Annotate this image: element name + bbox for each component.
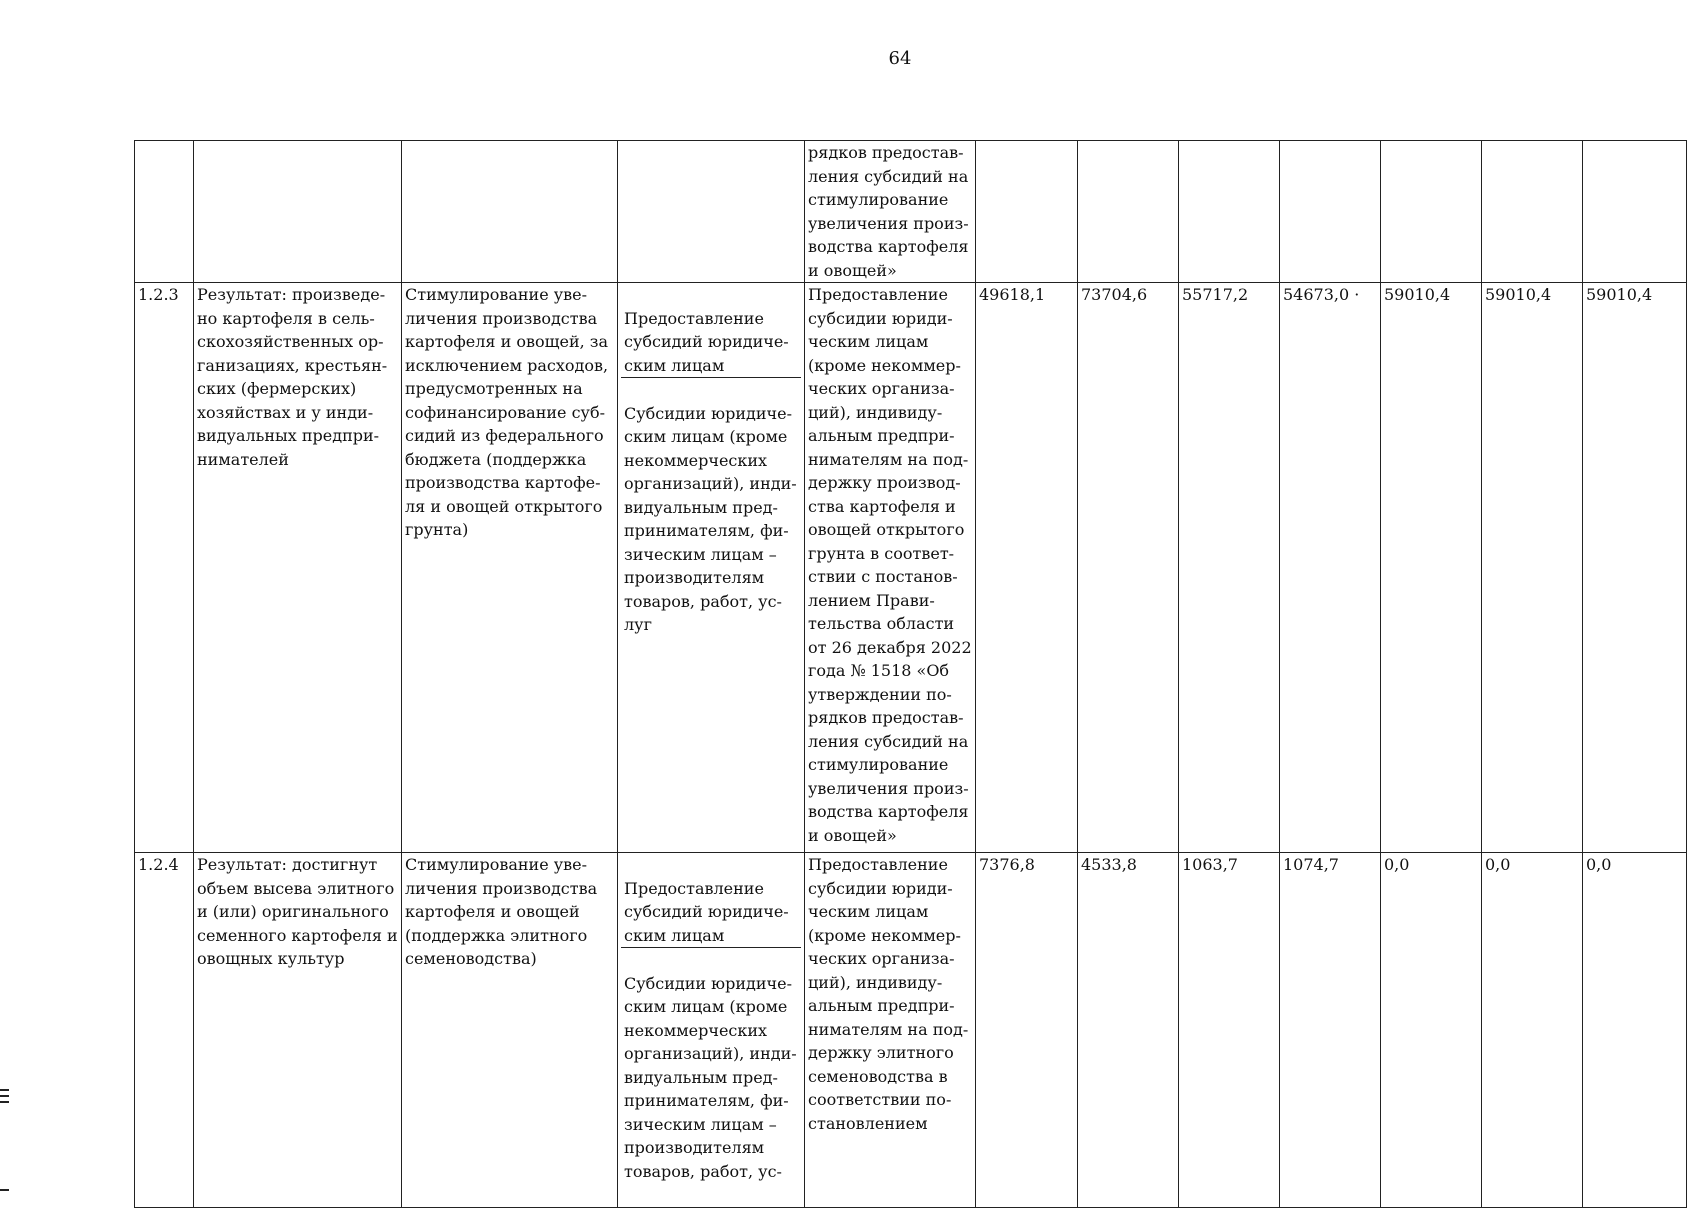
margin-mark — [0, 1101, 9, 1103]
cell-value-6: 59010,4 — [1482, 283, 1583, 853]
cell-code: 1.2.3 — [135, 283, 194, 853]
cell-value-5: 0,0 — [1381, 853, 1482, 1208]
margin-mark — [0, 1095, 9, 1097]
cell-value — [1482, 141, 1583, 283]
cell-result: Результат: достигнут объем высева элитного и (или) оригинального семенного картофеля и овощных культур — [194, 853, 402, 1208]
cell-value-7: 59010,4 — [1583, 283, 1687, 853]
cell-measure: Стимулирование уве- личения производства картофеля и овощей, за исключением расходов, предусмотренных на софинансирование суб- сидий из федерального бюджета (поддержка производства картофе- ля и овощей открытого грунта) — [402, 283, 618, 853]
continuation-row — [135, 141, 1687, 283]
cell-type-main: Предоставление субсидий юридиче- ским лицам — [621, 877, 801, 949]
cell-type — [618, 853, 805, 1208]
cell-code — [135, 141, 194, 283]
cell-basis: Предоставление субсидии юриди- ческим лицам (кроме некоммер- ческих организа- ций), индивиду- альным предпри- нимателям на под- держку элитного семеноводства в соответствии по- становлением — [805, 853, 976, 1208]
cell-type — [618, 283, 805, 853]
cell-value-7: 0,0 — [1583, 853, 1687, 1208]
margin-mark — [0, 1089, 9, 1091]
cell-value-4: 1074,7 — [1280, 853, 1381, 1208]
cell-value-4: 54673,0 · — [1280, 283, 1381, 853]
table-row-1-2-4 — [135, 853, 1687, 1208]
cell-result: Результат: произведе- но картофеля в сель- скохозяйственных ор- ганизациях, крестьян- ских (фермерских) хозяйствах и у инди- видуальных предпри- нимателей — [194, 283, 402, 853]
cell-value — [1179, 141, 1280, 283]
cell-code: 1.2.4 — [135, 853, 194, 1208]
cell-value-2: 4533,8 — [1078, 853, 1179, 1208]
cell-type-main: Предоставление субсидий юридиче- ским лицам — [621, 307, 801, 379]
cell-value-1: 49618,1 — [976, 283, 1078, 853]
cell-type — [618, 141, 805, 283]
cell-value — [976, 141, 1078, 283]
cell-measure: Стимулирование уве- личения производства картофеля и овощей (поддержка элитного семеноводства) — [402, 853, 618, 1208]
margin-mark — [0, 1189, 9, 1191]
cell-value — [1381, 141, 1482, 283]
table-row-1-2-3 — [135, 283, 1687, 853]
subsidy-table — [134, 140, 1687, 1208]
cell-value-5: 59010,4 — [1381, 283, 1482, 853]
cell-value-3: 55717,2 — [1179, 283, 1280, 853]
cell-basis: Предоставление субсидии юриди- ческим лицам (кроме некоммер- ческих организа- ций), индивиду- альным предпри- нимателям на под- держку производ- ства картофеля и овощей открытого грунта в соответ- ствии с постанов- лением Прави- тельства области от 26 декабря 2022 года № 1518 «Об утверждении по- рядков предостав- ления субсидий на стимулирование увеличения произ- водства картофеля и овощей» — [805, 283, 976, 853]
cell-type-sub: Субсидии юридиче- ским лицам (кроме некоммерческих организаций), инди- видуальным пред- принимателям, фи- зическим лицам – производителям товаров, работ, ус- луг — [624, 403, 797, 634]
cell-value — [1583, 141, 1687, 283]
cell-type-sub: Субсидии юридиче- ским лицам (кроме некоммерческих организаций), инди- видуальным пред- принимателям, фи- зическим лицам – производителям товаров, работ, ус- — [624, 973, 797, 1181]
cell-value-2: 73704,6 — [1078, 283, 1179, 853]
cell-value-1: 7376,8 — [976, 853, 1078, 1208]
cell-result — [194, 141, 402, 283]
cell-value — [1280, 141, 1381, 283]
cell-value — [1078, 141, 1179, 283]
cell-measure — [402, 141, 618, 283]
cell-value-3: 1063,7 — [1179, 853, 1280, 1208]
cell-value-6: 0,0 — [1482, 853, 1583, 1208]
cell-basis: рядков предостав- ления субсидий на стимулирование увеличения произ- водства картофеля и овощей» — [805, 141, 976, 283]
page-number: 64 — [888, 48, 912, 69]
